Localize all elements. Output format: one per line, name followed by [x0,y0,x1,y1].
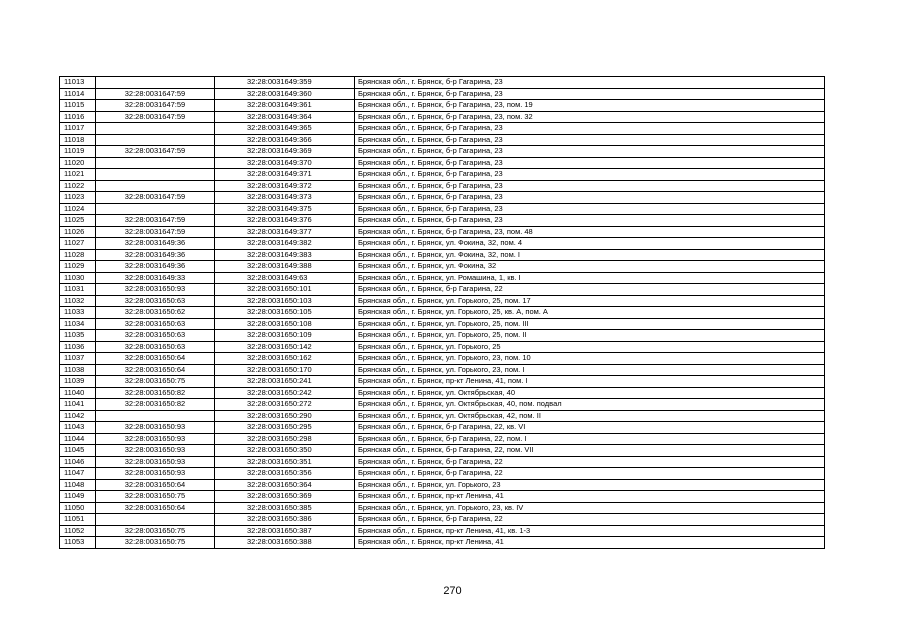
row-number-cell: 11052 [60,525,96,537]
row-number-cell: 11016 [60,111,96,123]
parent-cadastral-cell: 32:28:0031647:59 [96,215,215,227]
cadastral-number-cell: 32:28:0031650:351 [215,456,355,468]
table-row [60,203,825,215]
address-cell: Брянская обл., г. Брянск, ул. Октябрьская, 40 [355,387,825,399]
cadastral-number-cell: 32:28:0031649:373 [215,192,355,204]
table-row [60,514,825,526]
row-number-cell: 11050 [60,502,96,514]
address-cell: Брянская обл., г. Брянск, б-р Гагарина, 23 [355,169,825,181]
parent-cadastral-cell: 32:28:0031650:75 [96,525,215,537]
row-number-cell: 11026 [60,226,96,238]
address-cell: Брянская обл., г. Брянск, б-р Гагарина, 22, кв. VI [355,422,825,434]
table-row [60,261,825,273]
row-number-cell: 11041 [60,399,96,411]
cadastral-number-cell: 32:28:0031650:242 [215,387,355,399]
address-cell: Брянская обл., г. Брянск, б-р Гагарина, 22, пом. VII [355,445,825,457]
parent-cadastral-cell: 32:28:0031647:59 [96,226,215,238]
table-row [60,295,825,307]
cadastral-number-cell: 32:28:0031649:63 [215,272,355,284]
table-row [60,238,825,250]
cadastral-number-cell: 32:28:0031650:298 [215,433,355,445]
parent-cadastral-cell: 32:28:0031647:59 [96,88,215,100]
table-row [60,399,825,411]
parent-cadastral-cell [96,514,215,526]
address-cell: Брянская обл., г. Брянск, ул. Горького, 23, пом. I [355,364,825,376]
table-row [60,169,825,181]
row-number-cell: 11042 [60,410,96,422]
row-number-cell: 11045 [60,445,96,457]
parent-cadastral-cell [96,134,215,146]
row-number-cell: 11051 [60,514,96,526]
address-cell: Брянская обл., г. Брянск, б-р Гагарина, 22, пом. I [355,433,825,445]
address-cell: Брянская обл., г. Брянск, б-р Гагарина, 23, пом. 48 [355,226,825,238]
address-cell: Брянская обл., г. Брянск, ул. Фокина, 32, пом. 4 [355,238,825,250]
table-row [60,284,825,296]
cadastral-number-cell: 32:28:0031649:383 [215,249,355,261]
address-cell: Брянская обл., г. Брянск, ул. Горького, 25, кв. А, пом. А [355,307,825,319]
row-number-cell: 11037 [60,353,96,365]
table-row [60,134,825,146]
address-cell: Брянская обл., г. Брянск, пр-кт Ленина, 41 [355,537,825,549]
cadastral-number-cell: 32:28:0031649:364 [215,111,355,123]
row-number-cell: 11029 [60,261,96,273]
cadastral-number-cell: 32:28:0031649:359 [215,77,355,89]
row-number-cell: 11015 [60,100,96,112]
cadastral-number-cell: 32:28:0031650:103 [215,295,355,307]
table-row [60,330,825,342]
parent-cadastral-cell: 32:28:0031649:36 [96,238,215,250]
address-cell: Брянская обл., г. Брянск, б-р Гагарина, 23 [355,88,825,100]
row-number-cell: 11019 [60,146,96,158]
row-number-cell: 11031 [60,284,96,296]
table-row [60,502,825,514]
table-row [60,537,825,549]
row-number-cell: 11022 [60,180,96,192]
address-cell: Брянская обл., г. Брянск, б-р Гагарина, 23 [355,157,825,169]
address-cell: Брянская обл., г. Брянск, ул. Горького, 23 [355,479,825,491]
row-number-cell: 11017 [60,123,96,135]
address-cell: Брянская обл., г. Брянск, б-р Гагарина, 22 [355,456,825,468]
address-cell: Брянская обл., г. Брянск, б-р Гагарина, 23, пом. 32 [355,111,825,123]
table-row [60,77,825,89]
cadastral-number-cell: 32:28:0031650:170 [215,364,355,376]
cadastral-number-cell: 32:28:0031650:295 [215,422,355,434]
parent-cadastral-cell: 32:28:0031649:36 [96,249,215,261]
parent-cadastral-cell [96,180,215,192]
parent-cadastral-cell: 32:28:0031650:93 [96,468,215,480]
row-number-cell: 11023 [60,192,96,204]
row-number-cell: 11047 [60,468,96,480]
address-cell: Брянская обл., г. Брянск, б-р Гагарина, 23 [355,146,825,158]
row-number-cell: 11024 [60,203,96,215]
address-cell: Брянская обл., г. Брянск, б-р Гагарина, 22 [355,468,825,480]
cadastral-number-cell: 32:28:0031649:366 [215,134,355,146]
table-row [60,468,825,480]
cadastral-number-cell: 32:28:0031649:382 [215,238,355,250]
cadastral-number-cell: 32:28:0031649:370 [215,157,355,169]
parent-cadastral-cell [96,157,215,169]
parent-cadastral-cell: 32:28:0031650:63 [96,330,215,342]
parent-cadastral-cell: 32:28:0031647:59 [96,192,215,204]
cadastral-number-cell: 32:28:0031650:364 [215,479,355,491]
address-cell: Брянская обл., г. Брянск, ул. Горького, 25, пом. III [355,318,825,330]
row-number-cell: 11046 [60,456,96,468]
table-row [60,387,825,399]
table-row [60,249,825,261]
cadastral-number-cell: 32:28:0031649:360 [215,88,355,100]
row-number-cell: 11053 [60,537,96,549]
table-row [60,146,825,158]
address-cell: Брянская обл., г. Брянск, ул. Октябрьская, 40, пом. подвал [355,399,825,411]
table-row [60,410,825,422]
cadastral-number-cell: 32:28:0031649:388 [215,261,355,273]
address-cell: Брянская обл., г. Брянск, б-р Гагарина, 23 [355,203,825,215]
address-cell: Брянская обл., г. Брянск, б-р Гагарина, 23 [355,215,825,227]
parent-cadastral-cell [96,203,215,215]
parent-cadastral-cell: 32:28:0031647:59 [96,111,215,123]
address-cell: Брянская обл., г. Брянск, ул. Горького, 25 [355,341,825,353]
table-row [60,226,825,238]
table-row [60,272,825,284]
row-number-cell: 11049 [60,491,96,503]
table-row [60,422,825,434]
cadastral-number-cell: 32:28:0031650:142 [215,341,355,353]
parent-cadastral-cell: 32:28:0031650:63 [96,295,215,307]
parent-cadastral-cell: 32:28:0031650:93 [96,284,215,296]
address-cell: Брянская обл., г. Брянск, ул. Фокина, 32, пом. I [355,249,825,261]
parent-cadastral-cell: 32:28:0031650:93 [96,422,215,434]
table-row [60,525,825,537]
address-cell: Брянская обл., г. Брянск, ул. Октябрьская, 42, пом. II [355,410,825,422]
parent-cadastral-cell: 32:28:0031650:64 [96,353,215,365]
parent-cadastral-cell [96,169,215,181]
cadastral-number-cell: 32:28:0031650:388 [215,537,355,549]
row-number-cell: 11034 [60,318,96,330]
parent-cadastral-cell: 32:28:0031649:33 [96,272,215,284]
row-number-cell: 11032 [60,295,96,307]
parent-cadastral-cell: 32:28:0031650:93 [96,445,215,457]
address-cell: Брянская обл., г. Брянск, б-р Гагарина, 23, пом. 19 [355,100,825,112]
cadastral-number-cell: 32:28:0031650:356 [215,468,355,480]
table-row [60,341,825,353]
cadastral-number-cell: 32:28:0031650:387 [215,525,355,537]
table-row [60,456,825,468]
address-cell: Брянская обл., г. Брянск, ул. Горького, 23, пом. 10 [355,353,825,365]
parent-cadastral-cell: 32:28:0031650:82 [96,399,215,411]
parent-cadastral-cell: 32:28:0031650:64 [96,479,215,491]
cadastral-number-cell: 32:28:0031649:375 [215,203,355,215]
cadastral-number-cell: 32:28:0031650:369 [215,491,355,503]
cadastral-number-cell: 32:28:0031649:372 [215,180,355,192]
address-cell: Брянская обл., г. Брянск, ул. Фокина, 32 [355,261,825,273]
table-row [60,376,825,388]
row-number-cell: 11030 [60,272,96,284]
table-row [60,111,825,123]
cadastral-number-cell: 32:28:0031649:377 [215,226,355,238]
address-cell: Брянская обл., г. Брянск, пр-кт Ленина, 41, пом. I [355,376,825,388]
row-number-cell: 11039 [60,376,96,388]
row-number-cell: 11021 [60,169,96,181]
address-cell: Брянская обл., г. Брянск, б-р Гагарина, 23 [355,123,825,135]
cadastral-number-cell: 32:28:0031650:162 [215,353,355,365]
parent-cadastral-cell: 32:28:0031650:63 [96,341,215,353]
cadastral-number-cell: 32:28:0031650:385 [215,502,355,514]
cadastral-number-cell: 32:28:0031650:241 [215,376,355,388]
cadastral-number-cell: 32:28:0031650:108 [215,318,355,330]
page-number: 270 [443,585,462,597]
address-cell: Брянская обл., г. Брянск, б-р Гагарина, 23 [355,192,825,204]
address-cell: Брянская обл., г. Брянск, б-р Гагарина, 23 [355,134,825,146]
parent-cadastral-cell: 32:28:0031647:59 [96,146,215,158]
cadastral-number-cell: 32:28:0031650:105 [215,307,355,319]
row-number-cell: 11040 [60,387,96,399]
table-row [60,479,825,491]
cadastral-number-cell: 32:28:0031649:365 [215,123,355,135]
cadastral-number-cell: 32:28:0031649:371 [215,169,355,181]
address-cell: Брянская обл., г. Брянск, б-р Гагарина, 23 [355,180,825,192]
address-cell: Брянская обл., г. Брянск, ул. Горького, 25, пом. II [355,330,825,342]
row-number-cell: 11033 [60,307,96,319]
row-number-cell: 11020 [60,157,96,169]
cadastral-number-cell: 32:28:0031650:386 [215,514,355,526]
row-number-cell: 11035 [60,330,96,342]
parent-cadastral-cell: 32:28:0031650:93 [96,433,215,445]
cadastral-number-cell: 32:28:0031650:290 [215,410,355,422]
address-cell: Брянская обл., г. Брянск, б-р Гагарина, 23 [355,77,825,89]
table-row [60,157,825,169]
cadastral-number-cell: 32:28:0031649:361 [215,100,355,112]
cadastral-number-cell: 32:28:0031650:350 [215,445,355,457]
table-row [60,318,825,330]
parent-cadastral-cell: 32:28:0031650:64 [96,364,215,376]
parent-cadastral-cell [96,410,215,422]
table-row [60,180,825,192]
cadastral-number-cell: 32:28:0031650:272 [215,399,355,411]
table-row [60,100,825,112]
parent-cadastral-cell: 32:28:0031650:75 [96,376,215,388]
table-row [60,433,825,445]
parent-cadastral-cell: 32:28:0031649:36 [96,261,215,273]
parent-cadastral-cell [96,77,215,89]
address-cell: Брянская обл., г. Брянск, ул. Горького, 25, пом. 17 [355,295,825,307]
address-cell: Брянская обл., г. Брянск, пр-кт Ленина, 41 [355,491,825,503]
address-cell: Брянская обл., г. Брянск, ул. Горького, 23, кв. IV [355,502,825,514]
table-row [60,445,825,457]
table-row [60,364,825,376]
row-number-cell: 11013 [60,77,96,89]
table-row [60,491,825,503]
cadastral-number-cell: 32:28:0031649:369 [215,146,355,158]
cadastral-table [59,76,825,549]
parent-cadastral-cell: 32:28:0031650:75 [96,491,215,503]
row-number-cell: 11027 [60,238,96,250]
row-number-cell: 11036 [60,341,96,353]
cadastral-number-cell: 32:28:0031650:109 [215,330,355,342]
address-cell: Брянская обл., г. Брянск, б-р Гагарина, 22 [355,514,825,526]
parent-cadastral-cell: 32:28:0031650:64 [96,502,215,514]
row-number-cell: 11043 [60,422,96,434]
table-row [60,192,825,204]
parent-cadastral-cell: 32:28:0031647:59 [96,100,215,112]
parent-cadastral-cell: 32:28:0031650:93 [96,456,215,468]
table-row [60,215,825,227]
row-number-cell: 11025 [60,215,96,227]
address-cell: Брянская обл., г. Брянск, пр-кт Ленина, 41, кв. 1-3 [355,525,825,537]
table-row [60,123,825,135]
table-row [60,88,825,100]
parent-cadastral-cell: 32:28:0031650:62 [96,307,215,319]
parent-cadastral-cell: 32:28:0031650:82 [96,387,215,399]
row-number-cell: 11018 [60,134,96,146]
address-cell: Брянская обл., г. Брянск, ул. Ромашина, 1, кв. I [355,272,825,284]
row-number-cell: 11028 [60,249,96,261]
row-number-cell: 11044 [60,433,96,445]
parent-cadastral-cell: 32:28:0031650:75 [96,537,215,549]
table-body [60,77,825,549]
row-number-cell: 11038 [60,364,96,376]
row-number-cell: 11048 [60,479,96,491]
row-number-cell: 11014 [60,88,96,100]
table-row [60,307,825,319]
parent-cadastral-cell: 32:28:0031650:63 [96,318,215,330]
address-cell: Брянская обл., г. Брянск, б-р Гагарина, 22 [355,284,825,296]
table-row [60,353,825,365]
parent-cadastral-cell [96,123,215,135]
cadastral-number-cell: 32:28:0031649:376 [215,215,355,227]
cadastral-number-cell: 32:28:0031650:101 [215,284,355,296]
